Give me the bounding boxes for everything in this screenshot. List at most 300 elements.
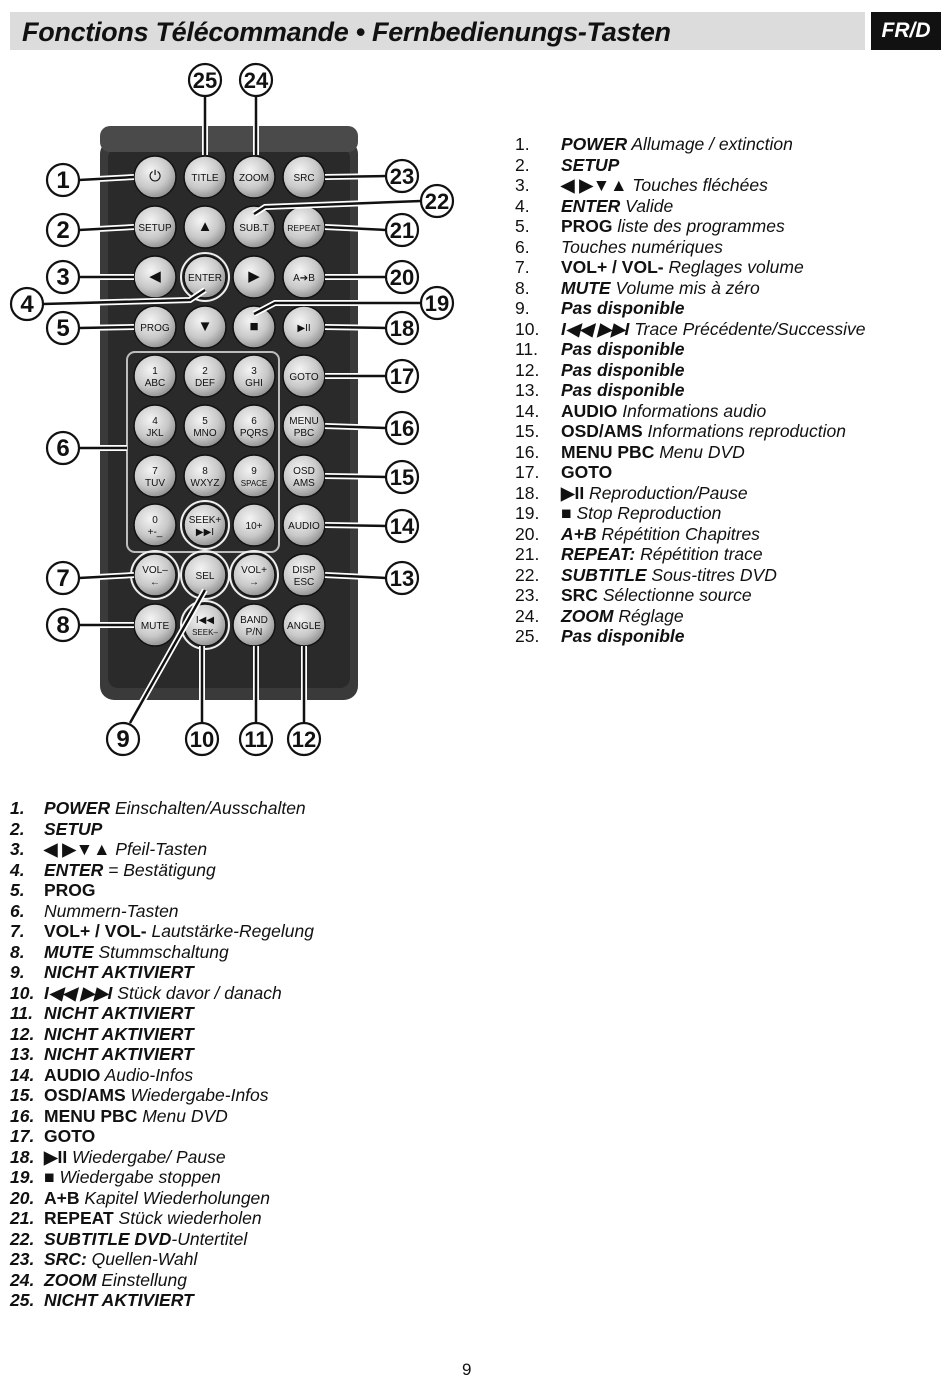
item-key: GOTO (561, 462, 613, 482)
remote-button-osd[interactable] (283, 455, 325, 497)
remote-button-seekp[interactable] (184, 504, 226, 546)
de-item (10, 1208, 314, 1229)
fr-item (515, 421, 865, 442)
remote-button-disp[interactable] (283, 554, 325, 596)
item-key: SETUP (561, 154, 620, 175)
item-key: A+B (561, 523, 597, 544)
item-number: 15. (10, 1085, 35, 1105)
fr-item (515, 196, 865, 217)
item-number: 6. (10, 900, 25, 921)
fr-item (515, 380, 865, 401)
remote-top (100, 126, 358, 152)
item-description: liste des programmes (612, 216, 785, 236)
callout-4 (11, 288, 43, 320)
remote-button-n10[interactable] (233, 504, 275, 546)
item-number: 3. (515, 175, 530, 195)
item-number: 16. (515, 441, 540, 462)
callout-number: 20 (389, 265, 415, 290)
item-description: Stück wiederholen (113, 1208, 262, 1228)
item-description: Répétition trace (635, 544, 763, 564)
remote-button-zoom[interactable] (233, 156, 275, 198)
item-key: SUBTITLE (561, 564, 647, 585)
remote-button-goto[interactable] (283, 355, 325, 397)
button-label: ◀ (149, 268, 161, 285)
item-key: I◀◀ ▶▶I (561, 318, 630, 339)
item-key: ENTER (561, 195, 621, 216)
fr-item (515, 134, 865, 155)
item-number: 18. (10, 1146, 35, 1167)
item-number: 24. (10, 1269, 35, 1290)
remote-button-volp[interactable] (233, 554, 275, 596)
callout-25 (189, 64, 221, 96)
item-description: Kapitel Wiederholungen (79, 1187, 271, 1208)
callout-number: 18 (389, 316, 415, 341)
button-sublabel: PQRS (239, 428, 269, 439)
callout-number: 11 (244, 727, 268, 752)
item-key: AUDIO (44, 1064, 101, 1085)
callout-number: 22 (424, 189, 450, 214)
item-number: 6. (515, 236, 530, 257)
item-key: ■ (44, 1167, 55, 1187)
item-key: Pas disponible (561, 626, 685, 646)
button-label: SETUP (138, 223, 172, 234)
button-label: ▲ (197, 218, 213, 235)
de-function-list (10, 798, 314, 1311)
button-sublabel: SPACE (240, 479, 268, 488)
remote-button-audio[interactable] (283, 504, 325, 546)
item-description: Informations reproduction (642, 421, 846, 441)
item-number: 7. (515, 257, 530, 277)
remote-button-repeat[interactable] (283, 206, 325, 248)
remote-button-right[interactable] (233, 256, 275, 298)
callout-number: 16 (389, 416, 415, 441)
remote-button-n4[interactable] (134, 405, 176, 447)
fr-item (515, 360, 865, 381)
callout-14 (386, 510, 418, 542)
button-sublabel: ABC (144, 378, 166, 389)
item-number: 9. (10, 962, 25, 982)
item-key: NICHT AKTIVIERT (44, 1003, 194, 1023)
remote-button-angle[interactable] (283, 604, 325, 646)
callout-5 (47, 312, 79, 344)
callout-number: 10 (189, 727, 215, 752)
button-label: 0 (152, 515, 158, 526)
item-key: NICHT AKTIVIERT (44, 1044, 194, 1064)
button-label: 2 (202, 366, 208, 377)
callout-number: 3 (56, 264, 70, 291)
item-number: 22. (10, 1228, 35, 1249)
item-description: Valide (620, 195, 674, 216)
item-number: 19. (10, 1167, 35, 1187)
item-key: SETUP (44, 818, 103, 839)
item-number: 18. (515, 482, 540, 503)
item-number: 2. (515, 154, 530, 175)
button-sublabel: TUV (145, 478, 165, 489)
callout-leader-14 (325, 525, 386, 526)
button-sublabel: WXYZ (190, 478, 220, 489)
fr-item (515, 626, 865, 647)
item-key: VOL+ / VOL- (44, 921, 147, 941)
item-key: OSD/AMS (44, 1085, 126, 1105)
button-sublabel: JKL (146, 428, 164, 439)
item-description: Volume mis à zéro (610, 277, 760, 298)
callout-16 (386, 412, 418, 444)
fr-function-list (515, 134, 865, 647)
item-description: Répétition Chapitres (596, 523, 760, 544)
remote-button-ab[interactable] (283, 256, 325, 298)
fr-item (515, 524, 865, 545)
remote-button-src[interactable] (283, 156, 325, 198)
remote-button-n8[interactable] (184, 455, 226, 497)
remote-button-n7[interactable] (134, 455, 176, 497)
remote-button-n9[interactable] (233, 455, 275, 497)
de-item (10, 839, 314, 860)
item-number: 14. (10, 1064, 35, 1085)
callout-number: 7 (56, 565, 70, 592)
de-item (10, 1249, 314, 1270)
remote-button-playpause[interactable] (283, 306, 325, 348)
button-label: 5 (202, 416, 208, 427)
item-description: Quellen-Wahl (86, 1249, 198, 1269)
fr-item (515, 462, 865, 483)
remote-button-down[interactable] (184, 306, 226, 348)
button-label: SRC (293, 173, 315, 184)
de-item (10, 942, 314, 963)
de-item (10, 962, 314, 983)
item-key: ◀ ▶▼▲ (44, 839, 111, 859)
callout-number: 2 (56, 217, 70, 244)
callout-11 (240, 723, 272, 755)
item-key: NICHT AKTIVIERT (44, 1023, 194, 1044)
callout-number: 13 (389, 566, 415, 591)
button-sublabel: MNO (193, 428, 217, 439)
button-label: ⏻ (149, 168, 161, 185)
item-description: Menu DVD (137, 1105, 228, 1126)
button-sublabel: DEF (195, 378, 215, 389)
remote-button-n0[interactable] (134, 504, 176, 546)
button-label: ■ (249, 318, 259, 335)
item-key: SRC (561, 585, 598, 605)
callout-6 (47, 432, 79, 464)
remote-button-n1[interactable] (134, 355, 176, 397)
button-label: 4 (152, 416, 158, 427)
callout-17 (386, 360, 418, 392)
de-item (10, 860, 314, 881)
item-key: ■ (561, 503, 572, 523)
button-label: VOL– (142, 565, 168, 576)
fr-item (515, 503, 865, 524)
item-number: 5. (10, 880, 25, 900)
item-key: ZOOM (561, 605, 614, 626)
remote-button-left[interactable] (134, 256, 176, 298)
callout-3 (47, 261, 79, 293)
item-description: Sélectionne source (597, 585, 752, 605)
callout-leader-23 (325, 176, 386, 177)
item-key: SUBTITLE DVD (44, 1228, 172, 1249)
de-item (10, 1229, 314, 1250)
item-description: Sous-titres DVD (646, 564, 777, 585)
remote-button-band[interactable] (233, 604, 275, 646)
item-number: 12. (10, 1023, 35, 1044)
de-item (10, 1188, 314, 1209)
remote-button-up[interactable] (184, 206, 226, 248)
de-item (10, 1167, 314, 1188)
callout-number: 25 (192, 68, 218, 93)
de-item (10, 1290, 314, 1311)
item-description: Stück davor / danach (112, 982, 282, 1003)
de-item (10, 1003, 314, 1024)
fr-item (515, 585, 865, 606)
fr-item (515, 278, 865, 299)
button-label: PROG (140, 323, 170, 334)
callout-24 (240, 64, 272, 96)
item-number: 4. (515, 195, 530, 216)
item-description: Allumage / extinction (627, 134, 793, 154)
item-key: A+B (44, 1187, 80, 1208)
item-key: NICHT AKTIVIERT (44, 962, 194, 982)
item-number: 8. (10, 941, 25, 962)
remote-button-n2[interactable] (184, 355, 226, 397)
item-description: Touches numériques (561, 236, 723, 257)
callout-23 (386, 160, 418, 192)
callout-18 (386, 312, 418, 344)
item-description: Pfeil-Tasten (110, 839, 208, 859)
button-label: ▼ (197, 318, 213, 335)
item-number: 2. (10, 818, 25, 839)
item-number: 25. (10, 1290, 35, 1310)
button-label: 10+ (245, 521, 263, 532)
callout-number: 4 (20, 291, 34, 318)
de-item (10, 921, 314, 942)
item-number: 21. (515, 544, 540, 564)
callout-number: 24 (243, 68, 269, 93)
button-label: ANGLE (287, 621, 321, 632)
fr-item (515, 401, 865, 422)
remote-button-mute[interactable] (134, 604, 176, 646)
item-number: 9. (515, 298, 530, 318)
de-item (10, 1085, 314, 1106)
de-item (10, 1270, 314, 1291)
button-label: SUB.T (239, 223, 269, 234)
callout-12 (288, 723, 320, 755)
callout-number: 9 (116, 726, 130, 753)
item-number: 20. (10, 1187, 35, 1208)
item-description: Stummschaltung (93, 941, 229, 962)
item-number: 17. (515, 462, 540, 482)
fr-item (515, 319, 865, 340)
item-description: Reproduction/Pause (584, 482, 748, 503)
button-label: BAND (240, 615, 268, 626)
item-key: VOL+ / VOL- (561, 257, 664, 277)
item-key: ENTER (44, 859, 104, 880)
item-number: 25. (515, 626, 540, 646)
remote-button-n5[interactable] (184, 405, 226, 447)
remote-button-prog[interactable] (134, 306, 176, 348)
item-number: 10. (515, 318, 540, 339)
item-key: REPEAT (44, 1208, 114, 1228)
item-key: POWER (561, 134, 628, 154)
button-label: MUTE (140, 621, 170, 632)
button-label: SEL (195, 571, 215, 582)
callout-number: 14 (389, 514, 415, 539)
item-description: Menu DVD (654, 441, 745, 462)
button-label: A➔B (293, 273, 315, 284)
fr-item (515, 442, 865, 463)
item-description: Reglages volume (663, 257, 804, 277)
fr-item (515, 257, 865, 278)
remote-button-volm[interactable] (134, 554, 176, 596)
language-badge: FR/D (871, 12, 941, 50)
button-label: ▶II (297, 323, 311, 334)
callout-13 (386, 562, 418, 594)
fr-item (515, 237, 865, 258)
button-label: ZOOM (239, 173, 269, 184)
item-key: AUDIO (561, 400, 618, 421)
item-number: 16. (10, 1105, 35, 1126)
item-number: 8. (515, 277, 530, 298)
fr-item (515, 606, 865, 627)
fr-item (515, 155, 865, 176)
callout-number: 15 (389, 465, 415, 490)
item-key: MENU PBC (44, 1105, 138, 1126)
callout-number: 1 (56, 167, 70, 194)
button-label: ▶ (248, 268, 260, 285)
remote-button-title[interactable] (184, 156, 226, 198)
callout-9 (107, 723, 139, 755)
button-label: OSD (293, 466, 315, 477)
de-item (10, 798, 314, 819)
item-number: 23. (515, 585, 540, 605)
page-title: Fonctions Télécommande • Fernbedienungs-Tasten (22, 17, 671, 47)
button-label: GOTO (289, 372, 319, 383)
item-number: 12. (515, 359, 540, 380)
item-key: Pas disponible (561, 380, 685, 400)
button-sublabel: +-_ (147, 527, 163, 538)
item-number: 13. (10, 1044, 35, 1064)
item-number: 22. (515, 564, 540, 585)
de-item (10, 901, 314, 922)
button-sublabel: AMS (293, 478, 315, 489)
remote-button-menu[interactable] (283, 405, 325, 447)
callout-15 (386, 461, 418, 493)
item-description: Audio-Infos (100, 1064, 194, 1085)
callout-19 (421, 287, 453, 319)
item-number: 23. (10, 1249, 35, 1269)
item-key: ZOOM (44, 1269, 97, 1290)
item-description: Einschalten/Ausschalten (110, 798, 306, 818)
page-number: 9 (462, 1360, 472, 1379)
callout-1 (47, 164, 79, 196)
fr-item (515, 298, 865, 319)
item-key: PROG (44, 880, 96, 900)
item-number: 21. (10, 1208, 35, 1228)
button-label: MENU (289, 416, 319, 427)
callout-leader-15 (325, 476, 386, 477)
callout-leader-18 (325, 327, 386, 328)
item-description: Informations audio (617, 400, 767, 421)
callout-number: 17 (389, 364, 415, 389)
item-number: 5. (515, 216, 530, 236)
callout-7 (47, 562, 79, 594)
item-description: Einstellung (96, 1269, 187, 1290)
button-sublabel: → (249, 577, 259, 588)
button-label: I◀◀ (195, 615, 215, 626)
item-description: Réglage (613, 605, 684, 626)
item-number: 10. (10, 982, 35, 1003)
button-label: TITLE (191, 173, 219, 184)
de-item (10, 1147, 314, 1168)
callout-number: 6 (56, 435, 70, 462)
callout-number: 12 (291, 727, 317, 752)
item-key: I◀◀ ▶▶I (44, 982, 113, 1003)
item-key: NICHT AKTIVIERT (44, 1290, 194, 1310)
fr-item (515, 339, 865, 360)
item-key: PROG (561, 216, 613, 236)
item-key: MUTE (44, 941, 94, 962)
remote-button-power[interactable] (134, 156, 176, 198)
remote-button-n6[interactable] (233, 405, 275, 447)
item-description: Wiedergabe/ Pause (67, 1146, 226, 1167)
remote-button-setup[interactable] (134, 206, 176, 248)
button-sublabel: ▶▶I (195, 527, 215, 538)
item-key: SRC: (44, 1249, 87, 1269)
item-number: 13. (515, 380, 540, 400)
item-number: 14. (515, 400, 540, 421)
callout-leader-5 (79, 327, 134, 328)
button-label: REPEAT (287, 223, 321, 233)
callout-number: 21 (389, 218, 415, 243)
button-label: ENTER (188, 273, 222, 284)
button-label: AUDIO (288, 521, 320, 532)
button-label: VOL+ (241, 565, 267, 576)
callout-21 (386, 214, 418, 246)
item-key: MENU PBC (561, 441, 655, 462)
item-key: POWER (44, 798, 111, 818)
de-item (10, 1106, 314, 1127)
item-key: OSD/AMS (561, 421, 643, 441)
remote-button-sel[interactable] (184, 554, 226, 596)
item-number: 1. (10, 798, 25, 818)
remote-button-n3[interactable] (233, 355, 275, 397)
item-description: Nummern-Tasten (44, 900, 179, 921)
item-description: Trace Précédente/Successive (629, 318, 866, 339)
button-label: 6 (251, 416, 257, 427)
item-key: REPEAT: (561, 544, 636, 564)
item-number: 3. (10, 839, 25, 859)
item-number: 19. (515, 503, 540, 523)
item-key: MUTE (561, 277, 611, 298)
de-item (10, 880, 314, 901)
item-description: Stop Reproduction (571, 503, 722, 523)
de-item (10, 983, 314, 1004)
button-label: SEEK+ (188, 515, 222, 526)
item-description: = Bestätigung (103, 859, 216, 880)
de-item (10, 1065, 314, 1086)
button-label: 7 (152, 466, 158, 477)
item-number: 7. (10, 921, 25, 941)
de-item (10, 819, 314, 840)
button-label: 9 (251, 466, 257, 477)
button-sublabel: ESC (293, 577, 315, 588)
fr-item (515, 544, 865, 565)
item-number: 11. (10, 1003, 34, 1023)
de-item (10, 1126, 314, 1147)
button-label: 3 (251, 366, 257, 377)
item-key: ◀ ▶▼▲ (561, 175, 628, 195)
item-number: 4. (10, 859, 25, 880)
callout-20 (386, 261, 418, 293)
button-sublabel: ← (150, 577, 160, 588)
